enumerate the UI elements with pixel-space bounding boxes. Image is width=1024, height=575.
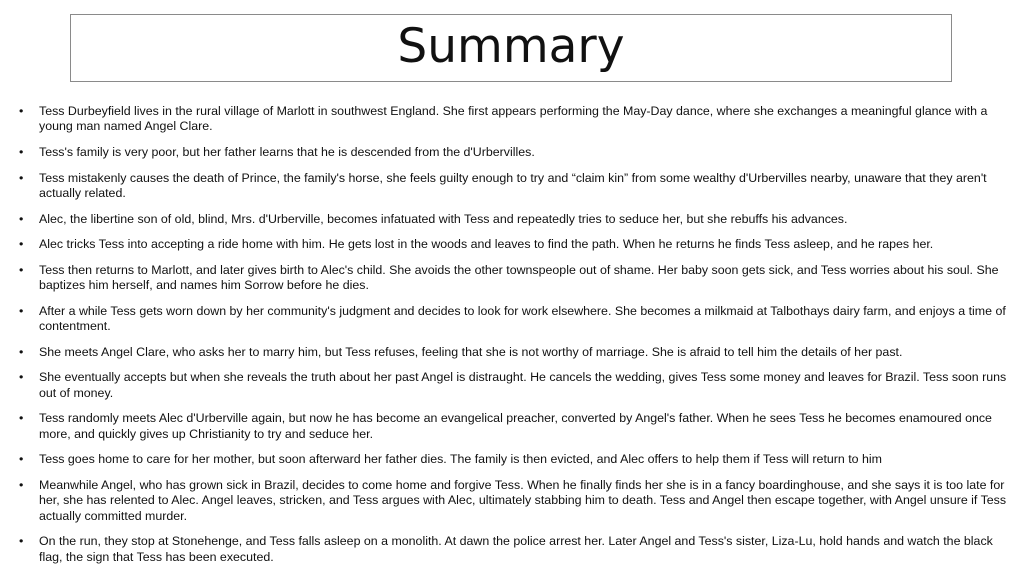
bullet-dot-icon: • xyxy=(19,237,24,252)
bullet-text: Tess randomly meets Alec d'Urberville again, but now he has become an evangelical preacher, converted by Angel's father. When he sees Tess he becomes enamoured once more, and quickly gives up Christianity to try and seduce her. xyxy=(39,411,992,441)
bullet-text: After a while Tess gets worn down by her community's judgment and decides to look for work elsewhere. She becomes a milkmaid at Talbothays dairy farm, and enjoys a time of contentment. xyxy=(39,303,1006,334)
bullet-dot-icon: • xyxy=(19,452,24,467)
bullet-item xyxy=(18,263,1008,294)
bullet-text: Tess Durbeyfield lives in the rural village of Marlott in southwest England. She first appears performing the May-Day dance, where she exchanges a meaningful glance with a young man named Angel Clare. xyxy=(39,104,988,134)
bullet-dot-icon: • xyxy=(19,211,24,226)
bullet-dot-icon: • xyxy=(19,370,24,385)
bullet-dot-icon: • xyxy=(19,104,24,118)
bullet-dot-icon: • xyxy=(19,262,24,277)
bullet-text: Tess goes home to care for her mother, but soon afterward her father dies. The family is then evicted, and Alec offers to help them if Tess will return to him xyxy=(39,452,882,467)
slide-title: Summary xyxy=(397,18,625,74)
bullet-dot-icon: • xyxy=(19,303,24,318)
bullet-text: She eventually accepts but when she reveals the truth about her past Angel is distraught. He cancels the wedding, gives Tess some money and leaves for Brazil. Tess soon runs out of money. xyxy=(39,370,1007,400)
bullet-item xyxy=(18,452,1008,467)
bullet-dot-icon: • xyxy=(19,411,24,426)
bullet-item xyxy=(18,345,1008,360)
bullet-dot-icon: • xyxy=(19,145,24,159)
bullet-dot-icon: • xyxy=(19,534,24,549)
bullet-text: Meanwhile Angel, who has grown sick in Brazil, decides to come home and forgive Tess. When he finally finds her she is in a fancy boardinghouse, and she says it is too late for her, she has relented to Alec. Angel leaves, stricken, and Tess argues with Alec, ultimately stabbing him to death. Tess and Angel then escape together, with Angel unsure if Tess actually committed murder. xyxy=(39,477,1007,523)
bullet-text: Tess then returns to Marlott, and later gives birth to Alec's child. She avoids the other townspeople out of shame. Her baby soon gets sick, and Tess worries about his soul. She baptizes him herself, and names him Sorrow before he dies. xyxy=(39,262,999,293)
bullet-text: Alec, the libertine son of old, blind, Mrs. d'Urberville, becomes infatuated with Tess and repeatedly tries to seduce her, but she rebuffs his advances. xyxy=(39,211,848,226)
bullet-list xyxy=(18,104,1008,575)
bullet-text: On the run, they stop at Stonehenge, and Tess falls asleep on a monolith. At dawn the police arrest her. Later Angel and Tess's sister, Liza-Lu, hold hands and watch the black flag, the sign that Tess has been executed. xyxy=(39,534,993,564)
bullet-text: Alec tricks Tess into accepting a ride home with him. He gets lost in the woods and leaves to find the path. When he returns he finds Tess asleep, and he rapes her. xyxy=(39,237,934,252)
bullet-dot-icon: • xyxy=(19,170,24,185)
bullet-item xyxy=(18,171,1008,202)
bullet-item xyxy=(18,478,1008,524)
bullet-dot-icon: • xyxy=(19,477,24,492)
bullet-item xyxy=(18,534,1008,565)
bullet-dot-icon: • xyxy=(19,344,24,359)
bullet-item xyxy=(18,104,1008,135)
bullet-item xyxy=(18,145,1008,160)
bullet-item xyxy=(18,411,1008,442)
title-box xyxy=(70,14,952,82)
bullet-text: She meets Angel Clare, who asks her to marry him, but Tess refuses, feeling that she is not worthy of marriage. She is afraid to tell him the details of her past. xyxy=(39,344,903,359)
bullet-item xyxy=(18,212,1008,227)
bullet-item xyxy=(18,304,1008,335)
bullet-item xyxy=(18,237,1008,252)
bullet-item xyxy=(18,370,1008,401)
bullet-text: Tess mistakenly causes the death of Prince, the family's horse, she feels guilty enough to try and “claim kin” from some wealthy d'Urbervilles nearby, unaware that they aren't actually related. xyxy=(39,170,987,200)
bullet-text: Tess's family is very poor, but her father learns that he is descended from the d'Urbervilles. xyxy=(39,145,535,159)
